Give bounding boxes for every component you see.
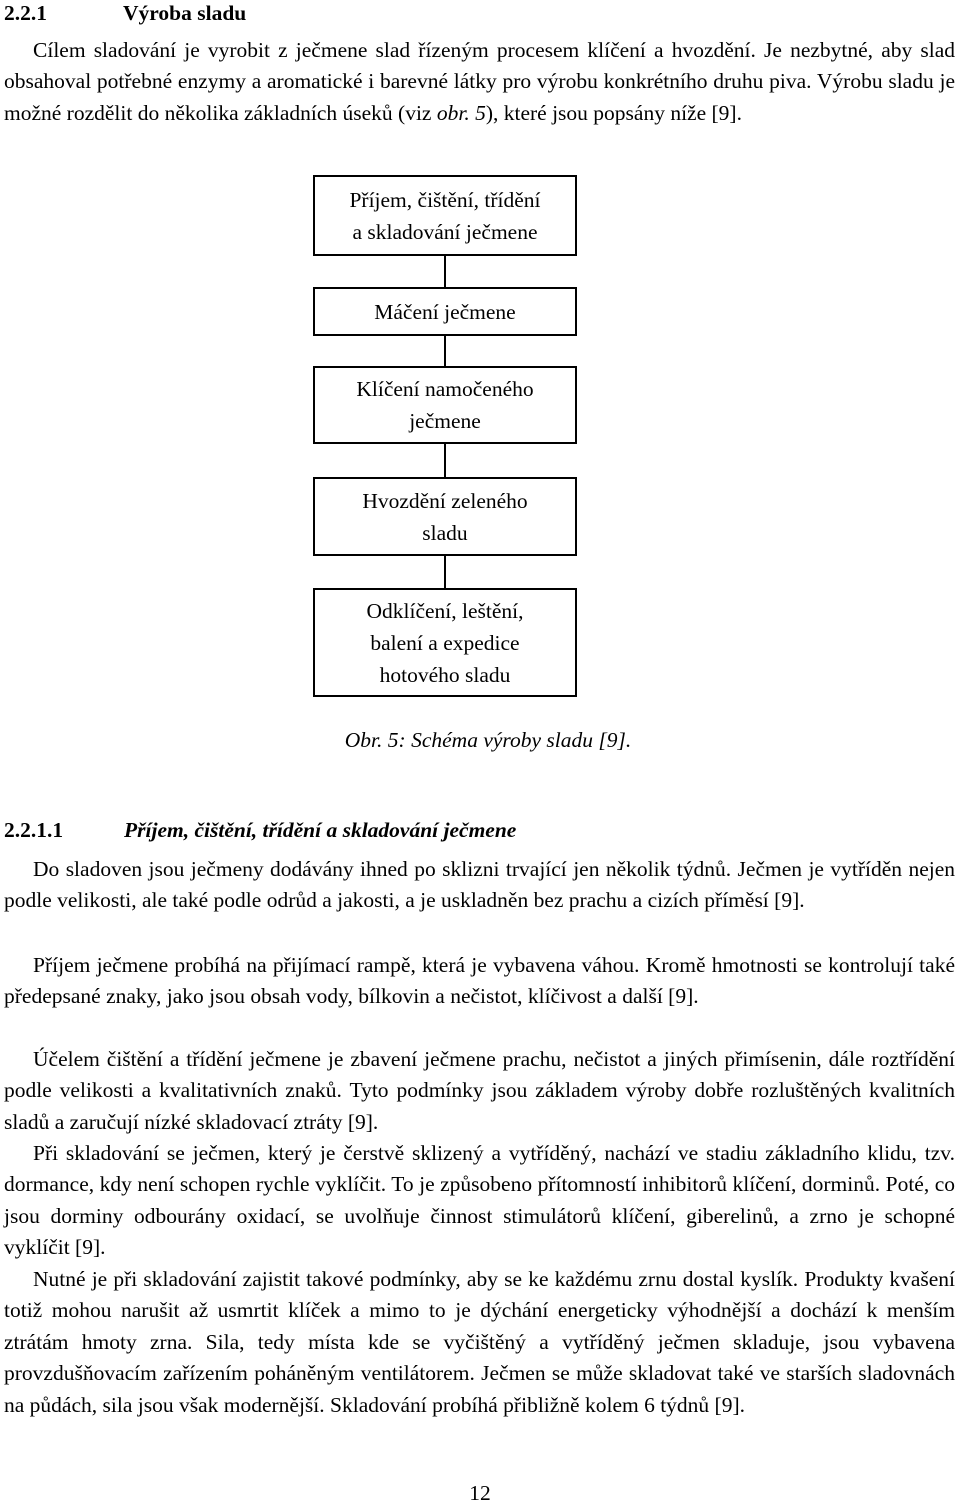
intro-paragraph: [4, 35, 955, 129]
paragraph: Účelem čištění a třídění ječmene je zbavení ječmene prachu, nečistot a jiných přimísenin, dále roztřídění podle velikosti a kvalitativních znaků. Tyto podmínky jsou základem výroby dobře rozluštěných kvalitních sladů a zaručují nízké skladovací ztráty [9].: [4, 1047, 955, 1134]
flow-connector: [444, 444, 446, 477]
subsection-number: 2.2.1.1: [4, 818, 64, 842]
page-number: 12: [469, 1481, 491, 1505]
paragraph: Při skladování se ječmen, který je čerstvě sklizený a vytříděný, nachází ve stadiu základního klidu, tzv. dormance, kdy není schopen rychle vyklíčit. To je způsobeno přítomností inhibitorů klíčení, dorminů. Poté, co jsou dorminy odbourány oxidací, se uvolňuje činnost stimulátorů klíčení, giberelinů, a zrno je schopné vyklíčit [9].: [4, 1141, 955, 1260]
paragraph: Nutné je při skladování zajistit takové podmínky, aby se ke každému zrnu dostal kyslík. Produkty kvašení totiž mohou narušit až usmrtit klíček a mimo to je dýchání energeticky výhodnější a dochází k menším ztrátám hmoty zrna. Sila, tedy místa kde se vyčištěný a vytříděný ječmen skladuje, jsou vybavena provzdušňovacím zařízením poháněným ventilátorem. Ječmen se může skladovat také ve starších sladovnách na půdách, sila jsou však modernější. Skladování probíhá přibližně kolem 6 týdnů [9].: [4, 1267, 955, 1417]
section-title: Výroba sladu: [123, 1, 247, 25]
figure-caption: [0, 728, 960, 753]
step-line: ječmene: [409, 409, 481, 433]
intro-text-end: ), které jsou popsány níže [9].: [485, 100, 742, 125]
paragraph: Příjem ječmene probíhá na přijímací rampě, která je vybavena váhou. Kromě hmotnosti se kontrolují také předepsané znaky, jako jsou obsah vody, bílkovin a nečistot, klíčivost a další [9].: [4, 953, 955, 1009]
step-line: Hvozdění zeleného: [362, 488, 528, 513]
step-line: Odklíčení, leštění,: [366, 598, 524, 623]
flow-connector: [444, 336, 446, 366]
subsection-title: Příjem, čištění, třídění a skladování ječmene: [124, 818, 517, 842]
step-line: sladu: [422, 520, 468, 545]
flow-step-germination: [313, 366, 577, 444]
step-line: hotového sladu: [379, 662, 511, 687]
flow-step-finishing: [313, 588, 577, 697]
intro-text-start: Cílem sladování je vyrobit z ječmene slad řízeným procesem klíčení a hvozdění. Je nezbytné, aby slad obsahoval potřebné enzymy a aromatické i barevné látky pro výrobu konkrétního druhu piva. Výrobu sladu je možné rozdělit do několika základních úseků (viz: [4, 38, 955, 125]
step-line: a skladování ječmene: [352, 219, 538, 244]
step-line: Máčení ječmene: [374, 299, 516, 324]
subsection-heading: [4, 818, 516, 843]
flow-connector: [444, 256, 446, 287]
figure-reference: obr. 5: [436, 100, 486, 125]
flow-step-kilning: [313, 477, 577, 556]
flow-connector: [444, 556, 446, 588]
flow-step-steeping: [313, 287, 577, 336]
step-line: Klíčení namočeného: [356, 377, 534, 401]
section-number: 2.2.1: [4, 1, 47, 25]
paragraph: Do sladoven jsou ječmeny dodávány ihned po sklizni trvající jen několik týdnů. Ječmen je vytříděn nejen podle velikosti, ale také podle odrůd a jakosti, a je uskladněn bez prachu a cizích příměsí [9].: [4, 857, 955, 913]
step-line: Příjem, čištění, třídění: [349, 187, 541, 212]
flow-step-receiving: [313, 175, 577, 256]
step-line: balení a expedice: [370, 630, 520, 655]
section-heading: [4, 1, 246, 26]
caption-text: Obr. 5: Schéma výroby sladu [9].: [344, 728, 632, 752]
